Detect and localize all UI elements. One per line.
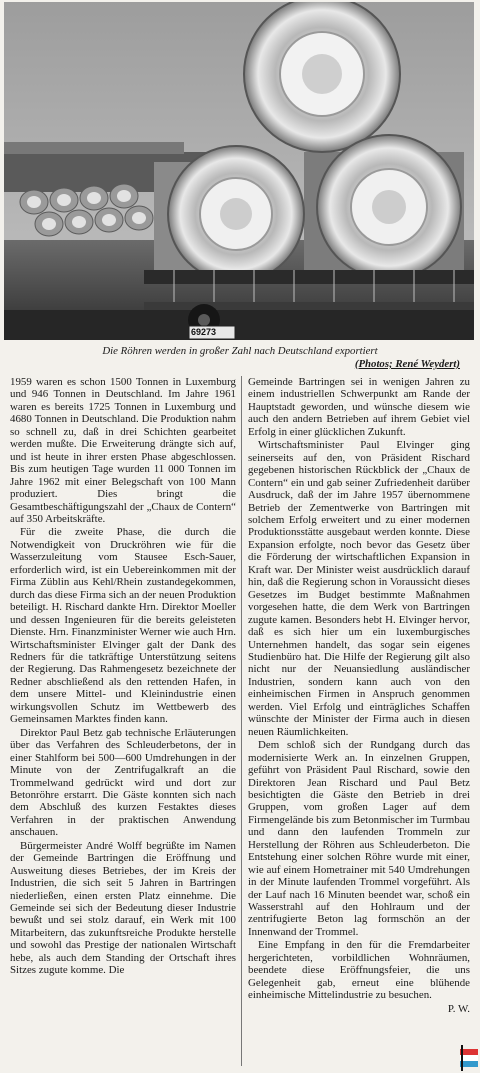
photo-caption: Die Röhren werden in großer Zahl nach Deutschland exportiert <box>102 345 378 357</box>
article-column-left <box>10 376 236 977</box>
pipes-photo <box>4 2 474 340</box>
paragraph: Bürgermeister André Wolff begrüßte im Namen der Gemeinde Bartringen die Eröffnung und Ausweitung dieses Betriebes, der im Kreis der Industrien, die sich seit 5 Jahren in Bartringen niederließen, einen ersten Platz einnehme. Die Gemeinde sei sich der Bedeutung dieser Industrie bewußt und sei stolz darauf, ein Werk mit 100 Mitarbeitern, das zukunftsreiche Produkte herstelle und sowohl das Prestige der nationalen Wirtschaft hebe, als auch dem Standing der Ortschaft ihres Sitzes zugute komme. Die <box>10 839 236 977</box>
article-column-right <box>248 376 470 1015</box>
paragraph: Dem schloß sich der Rundgang durch das modernisierte Werk an. In einzelnen Gruppen, geführt von Präsident Paul Rischard, sowie den Direktoren Jean Rischard und Paul Betz besichtigten die Gäste den Betrieb in drei Gruppen, vom großen Lager auf dem Firmengelände bis zum Betonmischer im Turmbau und dann den laufenden Trommeln zur Herstellung der Röhren aus Schleuderbeton. Die Entstehung einer solchen Röhre wurde mit einer, wie auf einem Hometrainer mit 540 Umdrehungen in der Minute laufenden Trommel vorgeführt. Als der Lauf nach 16 Minuten beendet war, schoß ein Wasserstrahl auf den Hohlraum und der zentrifugierte Beton lag formschön an der Innenwand der Trommel. <box>248 739 470 938</box>
author-signature: P. W. <box>447 1002 470 1015</box>
photo-credit: (Photos; René Weydert) <box>354 358 460 370</box>
paragraph: Direktor Paul Betz gab technische Erläuterungen über das Verfahren des Schleuderbetons, der in einer Stahlform bei 500—600 Umdrehungen in der Minute von der Zentrifugalkraft an die Trommelwand gedrückt wird und dort zur Betonröhre erstarrt. Die Gäste konnten sich nach dem Abschluß des kurzen Festaktes dieses Verfahren in der praktischen Anwendung anschauen. <box>10 726 236 839</box>
paragraph: Eine Empfang in den für die Fremdarbeiter hergerichteten, vorbildlichen Wohnräumen, beendete diese Eröffnungsfeier, die uns Gelegenheit gab, erneut eine blühende einheimische Mittelindustrie zu besuchen. <box>248 939 470 1002</box>
paragraph: Für die zweite Phase, die durch die Notwendigkeit von Druckröhren wie für die Wasserzuleitung vom Stausee Esch-Sauer, erforderlich wird, ist ein Uebereinkommen mit der Firma Züblin aus Kehl/Rhein zustandegekommen, durch das diese Firma sich an der neuen Produktion beteiligt. H. Rischard dankte Hrn. Direktor Moeller und dessen Ingenieuren für die bereits geleisteten Dienste. Hrn. Finanzminister Werner wie auch Hrn. Wirtschaftsminister Elvinger galt der Dank des Redners für die tatkräftige Unterstützung seitens der Regierung. Das Rahmengesetz bezeichnete der Redner abschließend als den rettenden Hafen, in dem unsere Mittel- und Kleinindustrie einen wirkungsvollen Schutz im Wettbewerb des Gemeinsamen Marktes finden kann. <box>10 526 236 726</box>
column-divider <box>241 376 242 1066</box>
paragraph: Wirtschaftsminister Paul Elvinger ging seinerseits auf den, von Präsident Rischard gegebenen historischen Rückblick der „Chaux de Contern“ ein und gab seiner Zufriedenheit darüber Ausdruck, daß der im Jahre 1957 übernommene Betrieb der Zementwerke von Bartringen mit solchem Erfolg erweitert und zu einer modernen Produktionsstätte ausgebaut werden konnte. Diese Expansion erfolgte, noch bevor das Gesetz über die Förderung der wirtschaftlichen Expansion in Kraft war. Der Minister weist ausdrücklich darauf hin, daß die Regierung schon in Voraussicht dieses Gesetzes im Budget bestimmte Maßnahmen vorgesehen hatte, die dem Werk von Bartringen zugute kamen. Besonders hebt H. Elvinger hervor, daß es sich hier um ein luxemburgisches Unternehmen handelt, das sogar sein eigenes Studienbüro hat. Die Hilfe der Regierung gilt also nicht nur der Neuansiedlung ausländischer Industrien, sondern kann auch von den einheimischen Firmen in Anspruch genommen werden. Viel Erfolg und einträgliches Schaffen wünschte der Minister der Firma auch in diesen neuen Räumlichkeiten. <box>248 439 470 738</box>
license-plate-text: 69273 <box>191 327 217 337</box>
paragraph: Gemeinde Bartringen sei in wenigen Jahren zu einem industriellen Schwerpunkt am Rande der Hauptstadt geworden, und wünsche diesem wie auch den andern Betrieben auf ihrem Gebiet viel Erfolg in einer glücklichen Zukunft. <box>248 376 470 438</box>
corner-mark-icon <box>458 1043 480 1073</box>
paragraph: 1959 waren es schon 1500 Tonnen in Luxemburg und 946 Tonnen in Deutschland. Im Jahre 1961 waren es bereits 1725 Tonnen in Luxemburg und 4680 Tonnen in Deutschland. Die Produktion nahm so schnell zu, daß in drei Schichten gearbeitet werden mußte. Die Erweiterung drängte sich auf, und ist heute in ihrer ersten Phase abgeschlossen. Bis zum heutigen Tage wurden 11 000 Tonnen im Jahre 1962 mit einer Belegschaft von 100 Mann produziert. Dies bringt die Gesamtbeschäftigungszahl der „Chaux de Contern“ auf 350 Arbeitskräfte. <box>10 376 236 525</box>
